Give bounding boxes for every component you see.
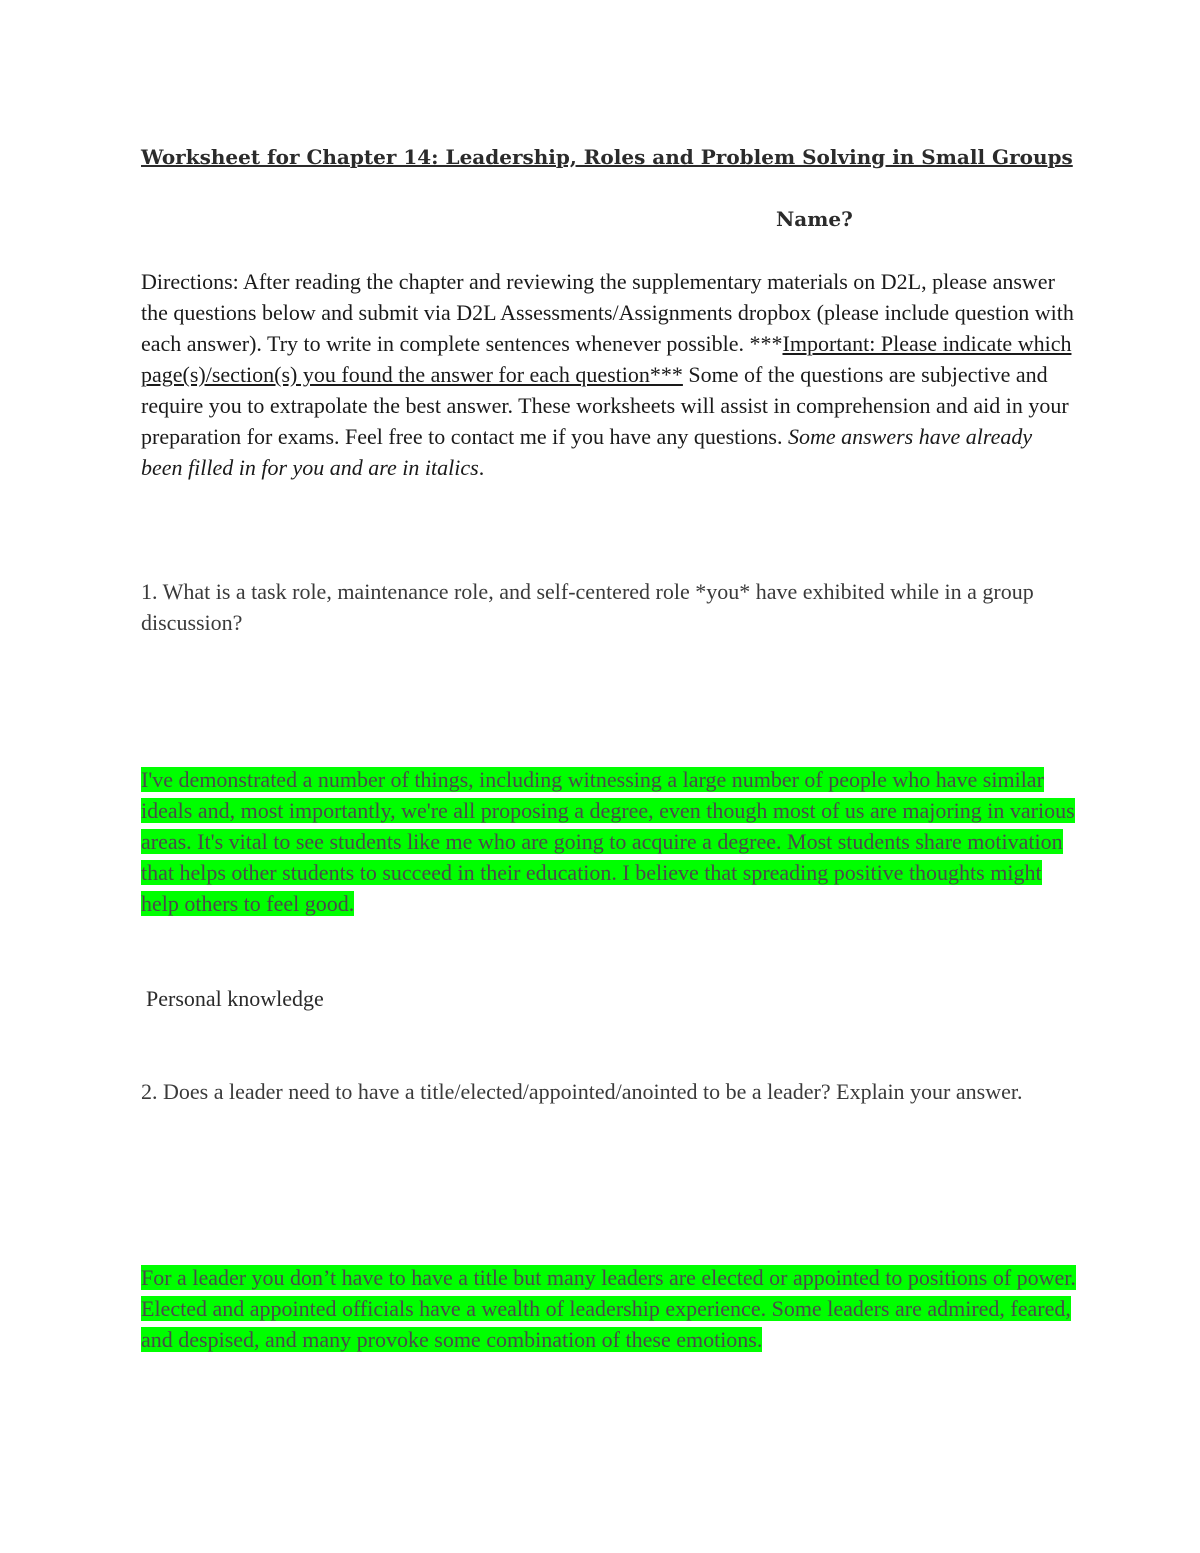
answer-2 [141,1262,1076,1355]
question-2: 2. Does a leader need to have a title/elected/appointed/anointed to be a leader? Explain your answer. [141,1079,1023,1104]
answer-2-text: For a leader you don’t have to have a title but many leaders are elected or appointed to positions of power. Elected and appointed officials have a wealth of leadership experience. Some leaders are admired, feared, and despised, and many provoke some combination of these emotions. [141,1265,1076,1352]
answer-1 [141,764,1076,919]
name-label: Name? [776,207,853,231]
directions-end: . [478,455,485,480]
important-note: Important: Please indicate which page(s)/section(s) you found the answer for each question*** [141,331,1072,387]
directions-text-continued: Some of the questions are subjective and require you to extrapolate the best answer. These worksheets will assist in comprehension and aid in your preparation for exams. Feel free to contact me if you have any questions. [141,362,1069,449]
directions-paragraph [141,266,1076,483]
directions-text: Directions: After reading the chapter and reviewing the supplementary materials on D2L, please answer the questions below and submit via D2L Assessments/Assignments dropbox (please include question with each answer). Try to write in complete sentences whenever possible. *** [141,269,1074,356]
italics-note: Some answers have already been filled in for you and are in italics [141,424,1033,480]
worksheet-title: Worksheet for Chapter 14: Leadership, Roles and Problem Solving in Small Groups [141,145,1073,169]
answer-1-source: Personal knowledge [146,986,324,1011]
question-1: 1. What is a task role, maintenance role, and self-centered role *you* have exhibited while in a group discussion? [141,579,1034,635]
answer-1-text: I've demonstrated a number of things, including witnessing a large number of people who have similar ideals and, most importantly, we're all proposing a degree, even though most of us are majoring in various areas. It's vital to see students like me who are going to acquire a degree. Most students share motivation that helps other students to succeed in their education. I believe that spreading positive thoughts might help others to feel good. [141,767,1075,916]
